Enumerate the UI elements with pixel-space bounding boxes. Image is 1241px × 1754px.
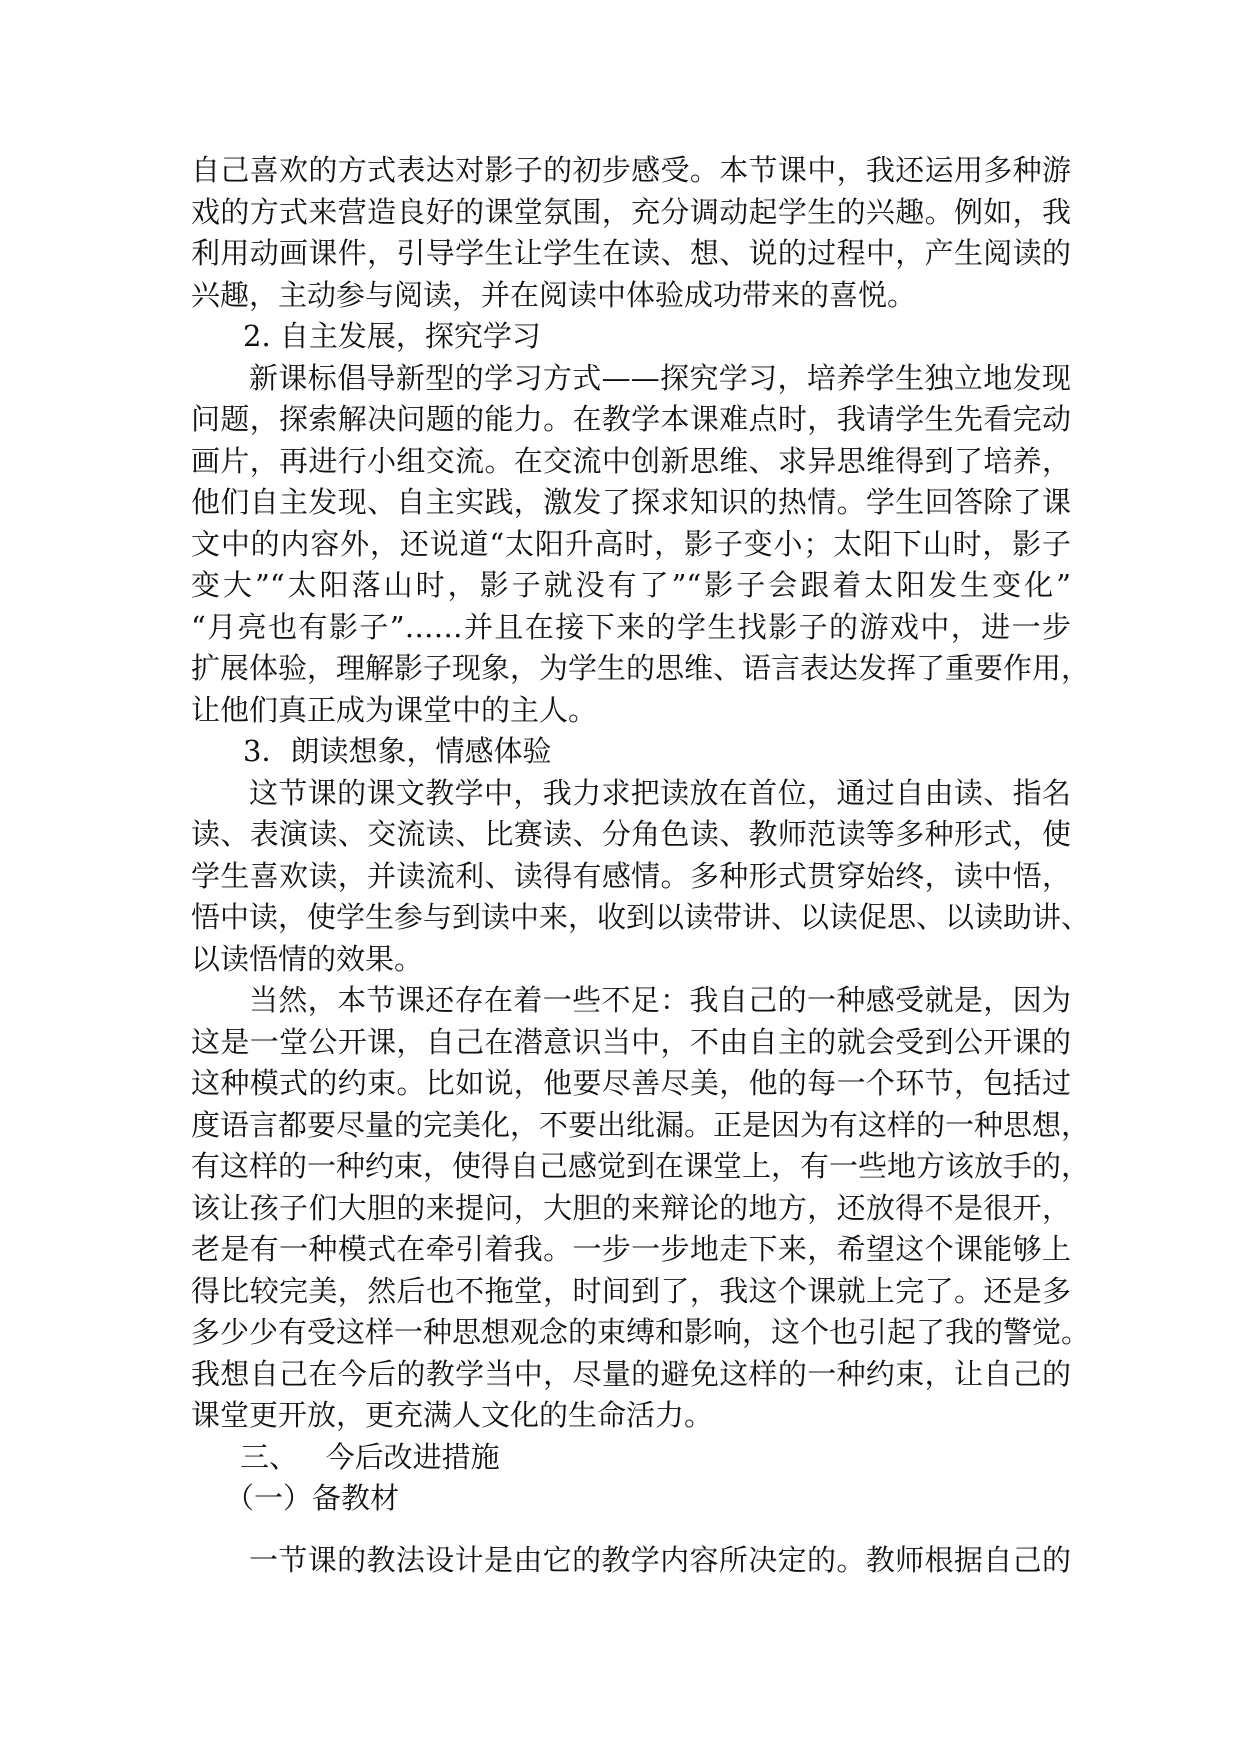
document-body (191, 150, 1091, 1581)
text-line: 这是一堂公开课，自己在潜意识当中，不由自主的就会受到公开课的 (191, 1024, 1071, 1059)
section-heading: 三、 今后改进措施 (240, 1439, 500, 1474)
text-line: 画片，再进行小组交流。在交流中创新思维、求异思维得到了培养， (191, 443, 1071, 478)
text-line: 当然，本节课还存在着一些不足：我自己的一种感受就是，因为 (249, 983, 1071, 1017)
text-line: 自己喜欢的方式表达对影子的初步感受。本节课中，我还运用多种游 (191, 153, 1071, 187)
text-line: 我想自己在今后的教学当中，尽量的避免这样的一种约束，让自己的 (191, 1356, 1071, 1391)
text-line: 这种模式的约束。比如说，他要尽善尽美，他的每一个环节，包括过 (191, 1066, 1071, 1100)
section-subheading: 3．朗读想象，情感体验 (243, 734, 552, 768)
text-line: 老是有一种模式在牵引着我。一步一步地走下来，希望这个课能够上 (191, 1232, 1071, 1266)
text-line: 一节课的教法设计是由它的教学内容所决定的。教师根据自己的 (249, 1542, 1071, 1577)
text-line: 度语言都要尽量的完美化，不要出纰漏。正是因为有这样的一种思想， (191, 1107, 1091, 1142)
text-line: 悟中读，使学生参与到读中来，收到以读带讲、以读促思、以读助讲、 (191, 900, 1091, 934)
text-line: “月亮也有影子”……并且在接下来的学生找影子的游戏中，进一步 (191, 609, 1071, 644)
text-line: 利用动画课件，引导学生让学生在读、想、说的过程中，产生阅读的 (191, 236, 1071, 270)
text-line: 以读悟情的效果。 (191, 941, 424, 976)
text-line: 有这样的一种约束，使得自己感觉到在课堂上，有一些地方该放手的， (191, 1149, 1091, 1183)
text-line: 得比较完美，然后也不拖堂，时间到了，我这个课就上完了。还是多 (191, 1273, 1071, 1308)
text-line: 这节课的课文教学中，我力求把读放在首位，通过自由读、指名 (249, 775, 1071, 810)
text-line: 学生喜欢读，并读流利、读得有感情。多种形式贯穿始终，读中悟， (191, 858, 1071, 893)
text-line: 新课标倡导新型的学习方式——探究学习，培养学生独立地发现 (249, 360, 1071, 395)
text-line: 变大”“太阳落山时，影子就没有了”“影子会跟着太阳发生变化” (191, 568, 1071, 602)
text-line: 他们自主发现、自主实践，激发了探求知识的热情。学生回答除了课 (191, 485, 1071, 519)
text-line: 文中的内容外，还说道“太阳升高时，影子变小；太阳下山时，影子 (191, 526, 1071, 561)
text-line: 兴趣，主动参与阅读，并在阅读中体验成功带来的喜悦。 (191, 277, 917, 312)
text-line: 问题，探索解决问题的能力。在教学本课难点时，我请学生先看完动 (191, 402, 1071, 436)
text-line: 戏的方式来营造良好的课堂氛围，充分调动起学生的兴趣。例如，我 (191, 194, 1071, 229)
text-line: 多少少有受这样一种思想观念的束缚和影响，这个也引起了我的警觉。 (191, 1315, 1091, 1349)
text-line: 让他们真正成为课堂中的主人。 (191, 692, 598, 727)
text-line: 课堂更开放，更充满人文化的生命活力。 (191, 1398, 714, 1432)
text-line: 该让孩子们大胆的来提问，大胆的来辩论的地方，还放得不是很开， (191, 1190, 1071, 1225)
text-line: 扩展体验，理解影子现象，为学生的思维、语言表达发挥了重要作用， (191, 651, 1091, 685)
section-subheading: （一）备教材 (225, 1481, 400, 1515)
section-subheading: 2. 自主发展，探究学习 (243, 319, 541, 353)
text-line: 读、表演读、交流读、比赛读、分角色读、教师范读等多种形式，使 (191, 817, 1071, 851)
